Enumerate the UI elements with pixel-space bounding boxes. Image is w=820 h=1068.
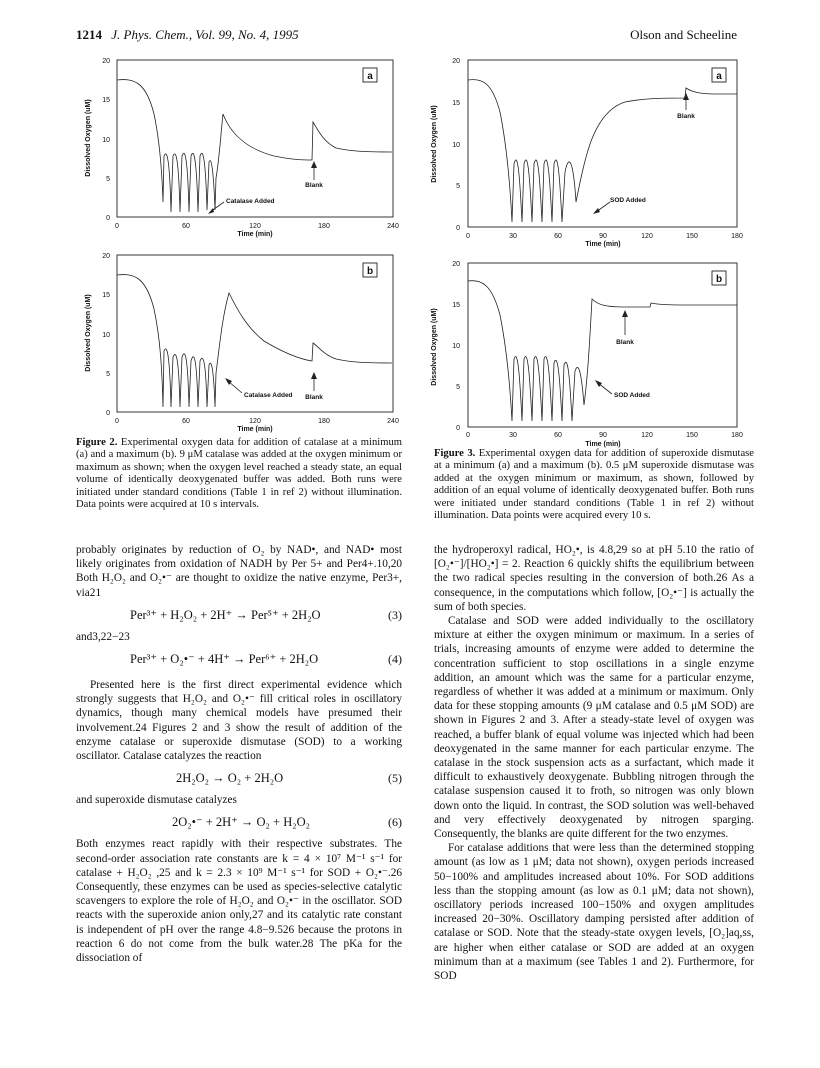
ytick-10: 10: [102, 137, 110, 144]
running-header-authors: Olson and Scheeline: [630, 27, 737, 42]
equation-4-number: (4): [388, 652, 402, 667]
xtick-0: 0: [466, 432, 470, 439]
paragraph: and3,22−23: [76, 630, 130, 643]
ytick-20: 20: [452, 58, 460, 65]
ytick-5: 5: [106, 371, 110, 378]
xtick-0: 0: [115, 223, 119, 230]
paragraph: and superoxide dismutase catalyzes: [76, 794, 237, 807]
paragraph: the hydroperoxyl radical, HO₂•, is 4.8,29 so at pH 5.10 the ratio of [O₂•⁻]/[HO₂•] = 2. Reaction 6 quickly shifts the equilibrium between the two radical species resulting in the conversion of both.26 As a consequence, in the computations which follow, [O₂•⁻] is actually the sum of both species.: [434, 544, 754, 613]
page-number: 1214: [76, 27, 102, 42]
panel-label-a: [712, 68, 726, 82]
journal-citation: J. Phys. Chem., Vol. 99, No. 4, 1995: [111, 27, 299, 42]
equation-3-formula: Per³⁺ + H₂O₂ + 2H⁺ → Per⁵⁺ + 2H₂O: [130, 607, 321, 622]
xtick-120: 120: [249, 223, 261, 230]
ytick-20: 20: [102, 253, 110, 260]
figure-3-caption-label: Figure 3.: [434, 448, 476, 459]
ytick-15: 15: [102, 97, 110, 104]
panel-label-b: [712, 271, 726, 285]
paragraph: probably originates by reduction of O₂ by NAD•, and NAD• most likely originates from oxidation of NADH by Per 5+ and Per4+.10,20 Both H₂O₂ and O₂•⁻ are thought to oxidize the native enzyme, Per3+, via21: [76, 544, 402, 599]
ytick-0: 0: [456, 425, 460, 432]
xtick-60: 60: [554, 432, 562, 439]
x-axis-label: Time (min): [585, 241, 621, 248]
annotation-sod-added: SOD Added: [610, 197, 646, 204]
figure-3-caption: [434, 448, 754, 522]
xtick-90: 90: [599, 233, 607, 240]
svg-text:a: a: [716, 71, 722, 82]
y-axis-label: Dissolved Oxygen (uM): [431, 308, 438, 386]
xtick-180: 180: [731, 233, 743, 240]
equation-5: [76, 763, 402, 793]
ytick-0: 0: [456, 225, 460, 232]
y-axis-label: Dissolved Oxygen (uM): [85, 294, 92, 372]
annotation-blank: Blank: [677, 113, 695, 120]
xtick-0: 0: [466, 233, 470, 240]
body-column-left: [76, 543, 402, 965]
xtick-240: 240: [387, 223, 399, 230]
equation-5-formula: 2H₂O₂ → O₂ + 2H₂O: [176, 771, 284, 786]
figure-2-caption-label: Figure 2.: [76, 437, 118, 448]
xtick-60: 60: [554, 233, 562, 240]
ytick-10: 10: [452, 142, 460, 149]
annotation-catalase-added: Catalase Added: [226, 198, 275, 205]
equation-4-formula: Per³⁺ + O₂•⁻ + 4H⁺ → Per⁶⁺ + 2H₂O: [130, 652, 319, 667]
figure-3-caption-text: Experimental oxygen data for addition of superoxide dismutase at a minimum (a) and a maximum (b). 0.5 μM superoxide dismutase was added at the oxygen minimum or maximum, as shown, followed by addition of an equal volume of identically deoxygenated buffer. Both runs were initiated under standard conditions (Table 1 in ref 2) without illumination. Data points were acquired every 10 s.: [434, 448, 754, 522]
equation-4: [76, 644, 402, 674]
xtick-120: 120: [641, 233, 653, 240]
xtick-180: 180: [731, 432, 743, 439]
ytick-15: 15: [452, 302, 460, 309]
panel-label-a: [363, 68, 377, 82]
xtick-240: 240: [387, 418, 399, 425]
figure-2-panel-a: [74, 52, 404, 237]
annotation-blank: Blank: [305, 182, 323, 189]
paragraph: For catalase additions that were less than the determined stopping amount (as low as 1 μM; data not shown), oxygen periods increased 50−100% and amplitudes increased about 10%. For SOD additions less than the stopping amount (as low as 0.1 μM; data not shown), oscillatory periods increased 100−150% and oxygen amplitudes increased 20−30%. Oscillatory damping persisted after addition of catalase or SOD. Note that the steady-state oxygen levels, [O₂]aq,ss, are higher when either catalase or SOD are added at an oxygen minimum than at a maximum (see Tables 1 and 2). Furthermore, for SOD: [434, 842, 754, 983]
xtick-150: 150: [686, 432, 698, 439]
ytick-0: 0: [106, 410, 110, 417]
equation-3: [76, 600, 402, 630]
ytick-10: 10: [102, 332, 110, 339]
figure-2-caption-text: Experimental oxygen data for addition of catalase at a minimum (a) and a maximum (b). 9 μM catalase was added at the oxygen minimum or maximum as shown; when the oxygen level reached a steady state, an equal volume of identically deoxygenated buffer was added. Both runs were initiated under standard conditions (Table 1 in ref 2) without illumination. Data points were acquired at 10 s intervals.: [76, 437, 402, 511]
xtick-60: 60: [182, 418, 190, 425]
svg-text:b: b: [715, 274, 723, 285]
figure-2-caption: [76, 437, 402, 511]
xtick-120: 120: [641, 432, 653, 439]
xtick-30: 30: [509, 233, 517, 240]
xtick-180: 180: [318, 418, 330, 425]
ytick-20: 20: [452, 261, 460, 268]
x-axis-label: Time (min): [585, 441, 621, 448]
x-axis-label: Time (min): [237, 231, 273, 238]
ytick-5: 5: [456, 384, 460, 391]
annotation-catalase-added: Catalase Added: [244, 392, 293, 399]
panel-label-b: [363, 263, 377, 277]
xtick-60: 60: [182, 223, 190, 230]
ytick-5: 5: [456, 183, 460, 190]
ytick-20: 20: [102, 58, 110, 65]
figure-2-panel-b: [74, 247, 404, 432]
running-header-left: [76, 27, 299, 43]
paragraph: Presented here is the first direct experimental evidence which strongly suggests that H₂O₂ and O₂•⁻ fill critical roles in oscillatory dynamics, though many chemical models have presumed their involvement.24 Figures 2 and 3 show the result of addition of the enzyme catalase or superoxide dismutase (SOD) to a working oscillator. Catalase catalyzes the reaction: [76, 679, 402, 763]
svg-text:a: a: [367, 71, 373, 82]
ytick-15: 15: [452, 100, 460, 107]
xtick-30: 30: [509, 432, 517, 439]
ytick-0: 0: [106, 215, 110, 222]
ytick-10: 10: [452, 343, 460, 350]
xtick-0: 0: [115, 418, 119, 425]
body-column-right: [434, 543, 754, 983]
y-axis-label: Dissolved Oxygen (uM): [431, 105, 438, 183]
annotation-blank: Blank: [305, 394, 323, 401]
xtick-150: 150: [686, 233, 698, 240]
xtick-90: 90: [599, 432, 607, 439]
xtick-180: 180: [318, 223, 330, 230]
equation-3-number: (3): [388, 607, 402, 622]
figure-3-panel-b: [420, 255, 750, 447]
svg-text:b: b: [366, 266, 374, 277]
paragraph: Both enzymes react rapidly with their respective substrates. The second-order association rate constants are k = 4 × 10⁷ M⁻¹ s⁻¹ for catalase + H₂O₂ ,25 and k = 2.3 × 10⁹ M⁻¹ s⁻¹ for SOD + O₂•⁻.26 Consequently, these enzymes can be used as species-selective catalytic scavengers to explore the role of H₂O₂ and O₂•⁻ in the oscillator. SOD reacts with the superoxide anion only,27 and its catalytic rate constant is independent of pH over the range 4.8−9.526 because the protons in reaction 6 do not come from the bulk water.28 The pKa for the dissociation of: [76, 838, 402, 965]
equation-6-number: (6): [388, 815, 402, 830]
annotation-blank: Blank: [616, 339, 634, 346]
equation-6-formula: 2O₂•⁻ + 2H⁺ → O₂ + H₂O₂: [172, 815, 310, 830]
y-axis-label: Dissolved Oxygen (uM): [85, 99, 92, 177]
x-axis-label: Time (min): [237, 426, 273, 433]
paragraph: Catalase and SOD were added individually to the oscillatory mixture at either the oxygen minimum or maximum. In a series of trials, increasing amounts of enzyme were added to determine the concentration sufficient to stop oscillations in a single enzyme addition, an amount which was the same for a particular enzyme, regardless of whether it was added at a minimum or maximum. Only data for these stopping amounts (9 μM catalase and 0.5 μM SOD) are shown in Figures 2 and 3. After a steady-state level of oxygen was reached, a buffer blank of equal volume was injected which had been deoxygenated in the same manner for each particular enzyme. The catalase in the stock suspension acts as a surfactant, which made it difficult to exhaustively deoxygenate. Bubbling nitrogen through the catalase suspension caused it to froth, so nitrogen was only blown down onto the liquid. In contrast, the SOD solution was well-behaved and very effectively deoxygenated by nitrogen sparging. Consequently, the blanks are quite different for the two enzymes.: [434, 615, 754, 841]
figure-3-panel-a: [420, 52, 750, 247]
equation-6: [76, 807, 402, 837]
xtick-120: 120: [249, 418, 261, 425]
ytick-15: 15: [102, 292, 110, 299]
annotation-sod-added: SOD Added: [614, 392, 650, 399]
equation-5-number: (5): [388, 771, 402, 786]
ytick-5: 5: [106, 176, 110, 183]
